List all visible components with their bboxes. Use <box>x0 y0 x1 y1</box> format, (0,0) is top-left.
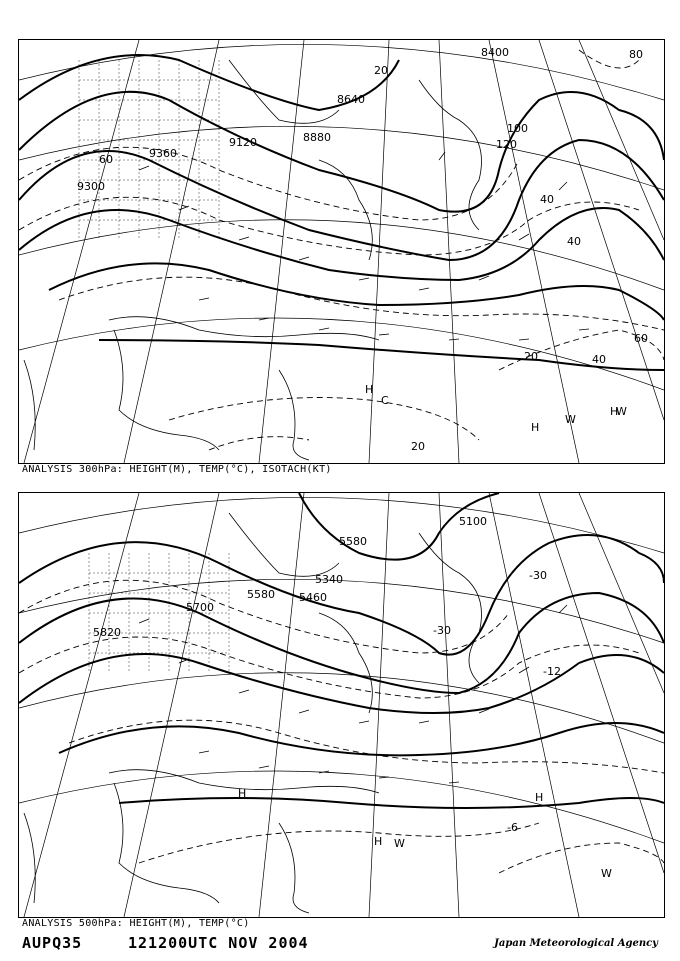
high-center-marker: H <box>531 421 540 434</box>
isotach-labels-300 <box>99 48 648 453</box>
map-300hpa-svg <box>19 40 664 463</box>
agency-credit: Japan Meteorological Agency <box>494 938 658 949</box>
product-code: AUPQ35 <box>22 934 83 952</box>
high-center-marker: H <box>365 383 374 396</box>
height-label: 5580 <box>339 535 367 548</box>
pressure-centers-300 <box>365 383 627 434</box>
isotach-label: 120 <box>496 138 517 151</box>
height-label: 5700 <box>186 601 214 614</box>
warm-center-marker: W <box>565 413 576 426</box>
height-label: 5580 <box>247 588 275 601</box>
high-center-marker: H <box>238 787 247 800</box>
map-panel-500hpa <box>18 492 665 918</box>
isotach-label: 40 <box>567 235 581 248</box>
isotach-label: 40 <box>540 193 554 206</box>
isotach-label: 60 <box>634 332 648 345</box>
height-label: 9300 <box>77 180 105 193</box>
isotach-label: 20 <box>374 64 388 77</box>
height-label: 9120 <box>229 136 257 149</box>
height-label: 5340 <box>315 573 343 586</box>
isotach-label: 40 <box>592 353 606 366</box>
height-labels-300 <box>77 46 509 193</box>
height-label: 9360 <box>149 147 177 160</box>
height-label: 5460 <box>299 591 327 604</box>
map-panel-300hpa <box>18 39 665 464</box>
height-label: 5820 <box>93 626 121 639</box>
temp-label: -30 <box>433 624 451 637</box>
isotach-label: 20 <box>411 440 425 453</box>
cold-center-marker: C <box>381 394 389 407</box>
wind-barbs-500 <box>139 605 567 783</box>
isotach-label: 80 <box>629 48 643 61</box>
map-500hpa-svg <box>19 493 664 917</box>
warm-center-marker: W <box>616 405 627 418</box>
isotach-lines-300 <box>19 50 664 450</box>
panel-caption-300hpa: ANALYSIS 300hPa: HEIGHT(M), TEMP(°C), ISOTACH(KT) <box>22 464 332 475</box>
warm-center-marker: W <box>394 837 405 850</box>
temp-label: -12 <box>543 665 561 678</box>
wind-barbs-300 <box>139 152 589 340</box>
analysis-datetime: 121200UTC NOV 2004 <box>128 934 309 952</box>
isotach-label: 60 <box>99 153 113 166</box>
height-label: 8880 <box>303 131 331 144</box>
temp-lines-500 <box>19 580 664 873</box>
warm-center-marker: W <box>601 867 612 880</box>
panel-caption-500hpa: ANALYSIS 500hPa: HEIGHT(M), TEMP(°C) <box>22 918 250 929</box>
high-center-marker: H <box>535 791 544 804</box>
height-label: 8400 <box>481 46 509 59</box>
temp-label: -6 <box>507 821 518 834</box>
height-labels-500 <box>93 515 487 639</box>
isotach-label: 100 <box>507 122 528 135</box>
graticule-500 <box>19 493 664 917</box>
temp-label: -30 <box>529 569 547 582</box>
height-label: 5100 <box>459 515 487 528</box>
height-label: 8640 <box>337 93 365 106</box>
high-center-marker: H <box>374 835 383 848</box>
high-center-marker: H <box>610 405 619 418</box>
isotach-label: 20 <box>524 350 538 363</box>
